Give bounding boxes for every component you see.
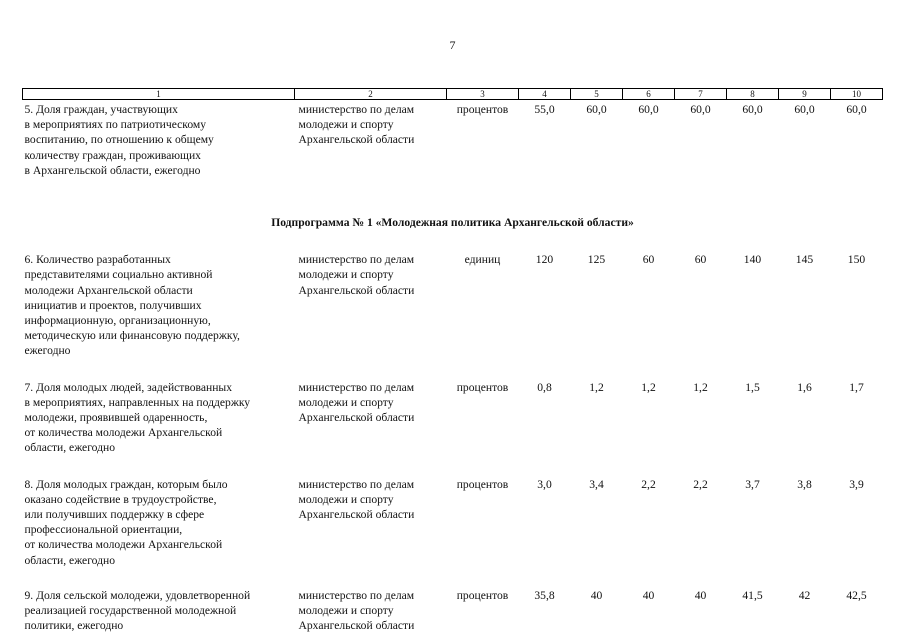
unit-cell: процентов <box>456 103 509 116</box>
indicator-name: 5. Доля граждан, участвующих в мероприятиях по патриотическому воспитанию, по отношению к общему количеству граждан, проживающих в Архангельской области, ежегодно <box>24 103 214 177</box>
value-cell: 3,9 <box>849 477 864 491</box>
header-cell: 5 <box>571 89 623 100</box>
header-cell: 7 <box>675 89 727 100</box>
value-cell: 1,2 <box>641 380 656 394</box>
indicators-table <box>22 88 883 633</box>
header-cell: 4 <box>519 89 571 100</box>
value-cell: 125 <box>587 253 606 267</box>
indicator-name: 6. Количество разработанных представителями социально активной молодежи Архангельской области инициатив и проектов, получивших информационную, организационную, методическую или финансовую поддержку, ежегодно <box>24 253 240 358</box>
value-cell: 1,7 <box>849 380 864 394</box>
value-cell: 2,2 <box>693 477 708 491</box>
header-cell: 2 <box>295 89 447 100</box>
value-cell: 2,2 <box>641 477 656 491</box>
value-cell: 3,8 <box>797 477 812 491</box>
header-cell: 9 <box>779 89 831 100</box>
value-cell: 1,5 <box>745 380 760 394</box>
value-cell: 42,5 <box>846 588 867 602</box>
responsible-ministry: министерство по делам молодежи и спорту Архангельской области <box>298 253 415 297</box>
value-cell: 1,2 <box>589 380 604 394</box>
value-cell: 40 <box>642 588 655 602</box>
value-cell: 1,2 <box>693 380 708 394</box>
table-row <box>23 378 883 475</box>
value-cell: 41,5 <box>742 588 763 602</box>
indicator-name: 7. Доля молодых людей, задействованных в мероприятиях, направленных на поддержку молодежи, проявившей одаренность, от количества молодежи Архангельской области, ежегодно <box>24 380 251 455</box>
header-cell: 1 <box>23 89 295 100</box>
value-cell: 60,0 <box>638 103 659 116</box>
header-cell: 8 <box>727 89 779 100</box>
indicator-name: 8. Доля молодых граждан, которым было оказано содействие в трудоустройстве, или получивших поддержку в сфере профессиональной ориентации, от количества молодежи Архангельской области, ежегодно <box>24 477 228 567</box>
responsible-ministry: министерство по делам молодежи и спорту Архангельской области <box>298 380 415 425</box>
unit-cell: процентов <box>456 588 509 602</box>
value-cell: 3,0 <box>537 477 552 491</box>
table-row <box>23 586 883 634</box>
value-cell: 3,7 <box>745 477 760 491</box>
value-cell: 55,0 <box>534 103 555 116</box>
header-cell: 3 <box>447 89 519 100</box>
header-cell: 6 <box>623 89 675 100</box>
unit-cell: единиц <box>464 253 501 267</box>
responsible-ministry: министерство по делам молодежи и спорту Архангельской области <box>298 103 415 147</box>
value-cell: 60,0 <box>846 103 867 116</box>
value-cell: 60,0 <box>586 103 607 116</box>
value-cell: 60,0 <box>742 103 763 116</box>
value-cell: 1,6 <box>797 380 812 394</box>
value-cell: 60,0 <box>794 103 815 116</box>
page-number: 7 <box>449 38 456 52</box>
table-row <box>23 475 883 586</box>
value-cell: 150 <box>847 253 866 267</box>
header-cell: 10 <box>831 89 883 100</box>
value-cell: 60 <box>642 253 655 267</box>
responsible-ministry: министерство по делам молодежи и спорту Архангельской области <box>298 477 415 522</box>
subprogram-row <box>23 196 883 250</box>
value-cell: 40 <box>590 588 603 602</box>
value-cell: 60 <box>694 253 707 267</box>
value-cell: 120 <box>535 253 554 267</box>
table-row <box>23 100 883 197</box>
column-number-header <box>23 89 883 100</box>
value-cell: 42 <box>798 588 811 602</box>
value-cell: 60,0 <box>690 103 711 116</box>
value-cell: 3,4 <box>589 477 604 491</box>
unit-cell: процентов <box>456 380 509 394</box>
value-cell: 35,8 <box>534 588 555 602</box>
value-cell: 145 <box>795 253 814 267</box>
value-cell: 140 <box>743 253 762 267</box>
unit-cell: процентов <box>456 477 509 491</box>
table-row <box>23 250 883 377</box>
subprogram-title: Подпрограмма № 1 «Молодежная политика Архангельской области» <box>271 216 634 230</box>
value-cell: 0,8 <box>537 380 552 394</box>
value-cell: 40 <box>694 588 707 602</box>
indicator-name: 9. Доля сельской молодежи, удовлетворенной реализацией государственной молодежной политики, ежегодно <box>24 588 251 633</box>
responsible-ministry: министерство по делам молодежи и спорту Архангельской области <box>298 588 415 633</box>
